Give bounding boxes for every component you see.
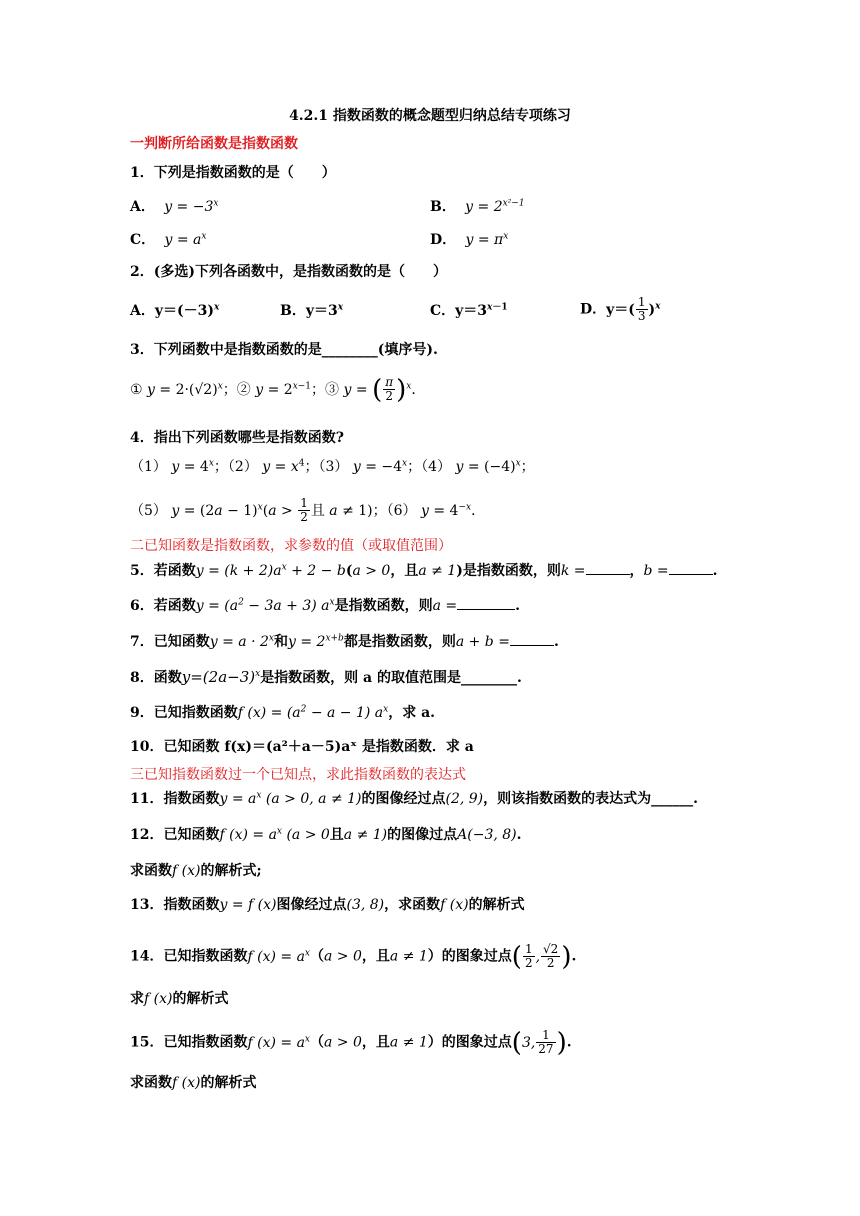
question-4-stem: 4．指出下列函数哪些是指数函数? bbox=[130, 430, 344, 446]
question-text: 是指数函数，则 bbox=[334, 598, 433, 614]
math-expression: f (x) bbox=[144, 991, 173, 1007]
question-text: 12．已知函数 bbox=[130, 827, 220, 843]
question-text: ）的图象过点 bbox=[427, 948, 512, 965]
math-expression: (2, 9) bbox=[445, 791, 484, 807]
question-text: ，且 bbox=[361, 1034, 390, 1051]
question-3-stem: 3．下列函数中是指数函数的是________(填序号). bbox=[130, 342, 438, 358]
math-expression: $y=3^x$ bbox=[305, 302, 344, 319]
question-13 bbox=[130, 895, 525, 915]
question-text: 5．若函数 bbox=[130, 563, 196, 579]
question-text: 是指数函数，则 a 的取值范围是________. bbox=[260, 670, 522, 686]
math-expression: a + b = bbox=[455, 634, 510, 650]
question-2-option-b bbox=[280, 301, 343, 321]
question-text: 8．函数 bbox=[130, 670, 182, 686]
math-expression: (3, 8) bbox=[346, 897, 385, 913]
math-expression: $y = 2^{x^2-1}$ bbox=[460, 198, 525, 215]
math-expression: f (x) bbox=[172, 1075, 201, 1091]
question-3-items bbox=[130, 376, 425, 403]
question-8 bbox=[130, 667, 522, 688]
question-15-line2 bbox=[130, 1073, 256, 1093]
question-2-option-d bbox=[580, 296, 661, 323]
question-text: )是指数函数，则 bbox=[456, 563, 561, 579]
math-expression: $y=(2a-3)^x$ bbox=[181, 668, 261, 686]
question-text: 求函数 bbox=[130, 863, 172, 879]
page-title: 4.2.1 指数函数的概念题型归纳总结专项练习 bbox=[289, 108, 571, 124]
math-expression: a > 0 bbox=[324, 1034, 362, 1051]
question-text: 的图像过点 bbox=[387, 827, 458, 843]
question-text: 13．指数函数 bbox=[130, 897, 220, 913]
math-expression: $y = a^x$ bbox=[160, 231, 207, 248]
math-expression: $y = 2^{x+b}$ bbox=[287, 633, 344, 650]
question-1-option-d bbox=[430, 230, 508, 250]
question-7: 7．已知函数$y = a \cdot 2^x$和$y = 2^{x+b}$都是指数函数，则a + b = . bbox=[130, 633, 559, 650]
math-expression: (3, $\frac{1}{27}$ ) bbox=[511, 1027, 567, 1058]
math-expression: $y=(-3)^x$ bbox=[154, 302, 220, 319]
math-expression: f (x) bbox=[440, 897, 469, 913]
question-text: ，求函数 bbox=[384, 897, 441, 913]
question-1-option-c bbox=[130, 230, 206, 250]
question-15: 15．已知指数函数f $(x) = a^x(a > 0$，且a ≠ 1）的图象过点(3, $\frac{1}{27}$ ). bbox=[130, 1027, 572, 1058]
math-expression: ( $\frac{1}{2}$ , $\frac{√2}{2}$ ) bbox=[511, 941, 572, 972]
question-text: 7．已知函数 bbox=[130, 634, 210, 650]
question-10: 10．已知函数 f(x)＝(a²＋a－5)aˣ 是指数函数．求 a bbox=[130, 739, 474, 755]
option-label: A． bbox=[130, 303, 155, 319]
math-expression: $y = -3^x$ bbox=[159, 198, 219, 215]
question-text: 和 bbox=[273, 634, 288, 650]
question-4-items-row1 bbox=[130, 457, 535, 477]
question-12-line2 bbox=[130, 861, 262, 881]
math-expression: a ≠ 1) bbox=[343, 827, 388, 843]
option-label: B． bbox=[280, 303, 306, 319]
section-heading-3: 三已知指数函数过一个已知点，求此指数函数的表达式 bbox=[130, 767, 466, 783]
question-text: （ bbox=[310, 948, 324, 965]
question-text: 11．指数函数 bbox=[130, 791, 220, 807]
math-expression: $y = a^x$ (a > 0, a ≠ 1) bbox=[219, 790, 362, 807]
question-11 bbox=[130, 789, 698, 809]
question-2-stem: 2．(多选)下列各函数中，是指数函数的是（ ） bbox=[130, 264, 447, 280]
math-expression: ① $y = 2\cdot(√2)^x$；② $y = 2^{x-1}$；③ y = ( $\frac{\pi}{2}$ )$^x$． bbox=[130, 374, 426, 405]
option-label: A． bbox=[130, 199, 155, 215]
question-text: ，求 a. bbox=[388, 705, 436, 721]
math-expression: a = bbox=[432, 598, 458, 614]
math-expression: $y=3^{x-1}$ bbox=[455, 302, 508, 319]
question-text: ，且 bbox=[390, 563, 419, 579]
question-text: 14．已知指数函数 bbox=[130, 948, 248, 965]
math-expression: $y = \pi^x$ bbox=[461, 231, 509, 248]
question-text: ，则该指数函数的表达式为______. bbox=[483, 791, 699, 807]
question-2-option-c bbox=[430, 301, 508, 321]
math-expression: a ≠ 1 bbox=[389, 948, 428, 965]
question-text: 求函数 bbox=[130, 1075, 172, 1091]
question-text: 图像经过点 bbox=[276, 897, 347, 913]
question-text: 的解析式 bbox=[172, 991, 229, 1007]
answer-blank bbox=[510, 645, 554, 646]
question-text: 9．已知指数函数 bbox=[130, 705, 238, 721]
option-label: C． bbox=[430, 303, 456, 319]
math-expression: f $(x) = a^x$ bbox=[247, 947, 310, 965]
math-expression: f (x) bbox=[172, 863, 201, 879]
answer-blank bbox=[586, 574, 630, 575]
option-label: D． bbox=[580, 301, 607, 318]
question-4-items-row2 bbox=[130, 497, 485, 524]
question-12: 12．已知函数f $(x) = a^x$ (a > 0且a ≠ 1)的图像过点A(−3, 8). bbox=[130, 826, 522, 843]
math-expression: f $(x) = a^x$ bbox=[247, 1033, 310, 1051]
math-expression: （1） $y = 4^x$；（2） $y = x^4$；（3） $y = -4^x$；（4） $y = (-4)^x$； bbox=[130, 458, 535, 475]
question-text: 15．已知指数函数 bbox=[130, 1034, 248, 1051]
section-heading-2: 二已知函数是指数函数，求参数的值（或取值范围） bbox=[130, 538, 452, 554]
question-14-line2 bbox=[130, 989, 228, 1009]
question-text: 的解析式; bbox=[200, 863, 262, 879]
option-label: C． bbox=[130, 232, 156, 248]
question-9 bbox=[130, 703, 435, 723]
question-text: ）的图象过点 bbox=[427, 1034, 512, 1051]
math-expression: $y = (k + 2)a^x + 2 - b$ bbox=[195, 562, 346, 579]
question-text: 求 bbox=[130, 991, 144, 1007]
math-expression: （5） $y = (2a - 1)^x(a$ > $\frac{1}{2}$ 且 a ≠ 1)；（6） $y = 4^{-x}$． bbox=[130, 496, 486, 524]
question-1-stem: 1．下列是指数函数的是（ ） bbox=[130, 165, 336, 181]
question-2-option-a bbox=[130, 301, 219, 321]
math-expression: k = bbox=[560, 563, 586, 579]
math-expression: a ≠ 1 bbox=[418, 563, 457, 579]
option-label: D． bbox=[430, 232, 457, 248]
question-text: （ bbox=[310, 1034, 324, 1051]
section-heading-1: 一判断所给函数是指数函数 bbox=[130, 136, 298, 152]
math-expression: f $(x) = (a^2 - a - 1)$ $a^x$ bbox=[237, 704, 389, 721]
question-14: 14．已知指数函数f $(x) = a^x(a > 0$，且a ≠ 1）的图象过点( $\frac{1}{2}$ , $\frac{√2}{2}$ ). bbox=[130, 941, 577, 972]
math-expression: f $(x) = a^x$ (a > 0 bbox=[219, 826, 330, 843]
math-expression: y = f (x) bbox=[219, 897, 277, 913]
question-text: 的解析式 bbox=[468, 897, 525, 913]
math-expression: a ≠ 1 bbox=[389, 1034, 428, 1051]
question-text: 6．若函数 bbox=[130, 598, 196, 614]
question-1-option-a bbox=[130, 197, 218, 217]
math-expression: A(−3, 8) bbox=[457, 827, 517, 843]
question-text: 的图像经过点 bbox=[361, 791, 446, 807]
math-expression: a > 0 bbox=[352, 563, 391, 579]
answer-blank bbox=[669, 574, 713, 575]
question-text: ，且 bbox=[361, 948, 390, 965]
math-expression: a > 0 bbox=[324, 948, 362, 965]
question-text: 都是指数函数，则 bbox=[343, 634, 456, 650]
math-expression: $y = a \cdot 2^x$ bbox=[209, 633, 274, 650]
math-expression: $y = (a^2 - 3a + 3)$ $a^x$ bbox=[195, 597, 335, 614]
math-expression: y＝( $\frac{1}{3}$ )$^x$ bbox=[606, 295, 661, 323]
answer-blank bbox=[457, 609, 515, 610]
question-6: 6．若函数$y = (a^2 - 3a + 3)$ $a^x$是指数函数，则a = . bbox=[130, 597, 521, 614]
question-text: 的解析式 bbox=[200, 1075, 257, 1091]
option-label: B． bbox=[430, 199, 456, 215]
math-expression: b = bbox=[643, 563, 669, 579]
question-5: 5．若函数$y = (k + 2)a^x + 2 - b(a > 0$，且a ≠ 1)是指数函数，则k = ，b = . bbox=[130, 562, 718, 579]
question-1-option-b bbox=[430, 197, 525, 217]
